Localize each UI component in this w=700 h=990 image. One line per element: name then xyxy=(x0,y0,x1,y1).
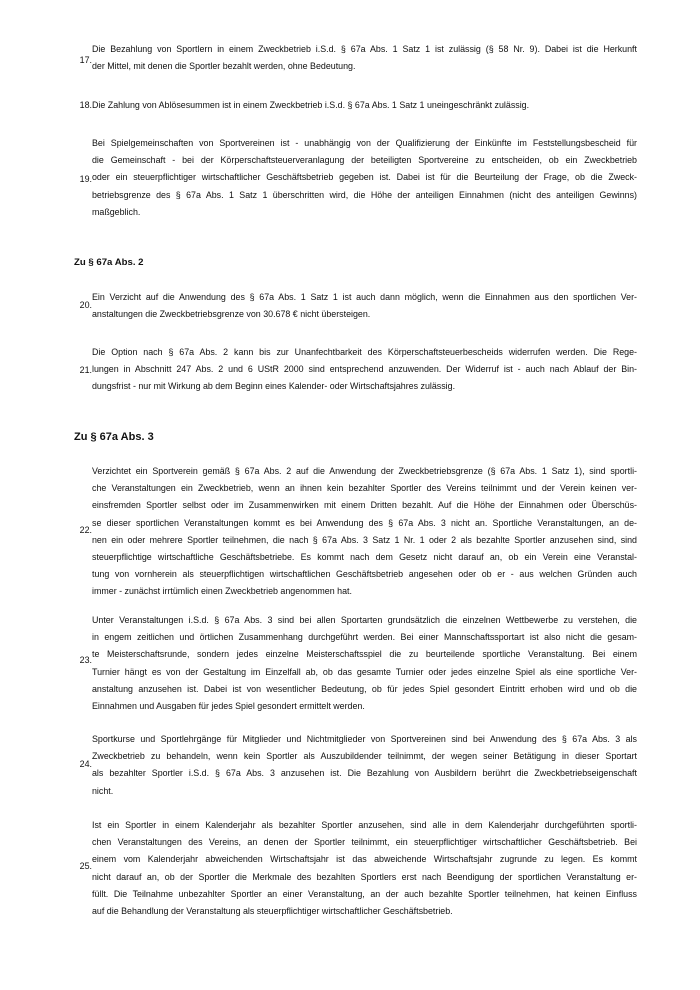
text-line: se dieser sportlichen Veranstaltungen kommt es bei Anwendung des § 67a Abs. 3 nicht an. Sportliche Veranstaltungen, an de- xyxy=(92,517,637,528)
text-line: nicht darauf an, ob der Sportler die Merkmale des bezahlten Sportlers erst nach Beendigung der sportlichen Veranstaltung er- xyxy=(92,871,637,882)
paragraph-text xyxy=(92,463,637,601)
paragraph-number: 22. xyxy=(79,525,92,535)
paragraph-number: 19. xyxy=(79,174,92,184)
text-line: Ein Verzicht auf die Anwendung des § 67a Abs. 1 Satz 1 ist auch dann möglich, wenn die Einnahmen aus den sportlichen Ver- xyxy=(92,292,637,302)
section-heading-abs3: Zu § 67a Abs. 3 xyxy=(74,431,154,443)
text-line: tung von vornherein als steuerpflichtigen wirtschaftlichen Geschäftsbetrieb angesehen oder ob er - aus welchen Gründen auch xyxy=(92,569,637,580)
text-line: einsfremden Sportler selbst oder im Zusammenwirken mit einem Dritten bezahlt. Auf die Höhe der Einnahmen oder Überschüs- xyxy=(92,500,637,511)
paragraph-text xyxy=(92,97,637,114)
text-line: Zweckbetrieb zu behandeln, wenn kein Sportler als Auszubildender teilnimmt, der wegen seiner Betätigung in dieser Sportart xyxy=(92,751,637,762)
text-line: Unter Veranstaltungen i.S.d. § 67a Abs. 3 sind bei allen Sportarten grundsätzlich die einzelnen Wettbewerbe zu verstehen, die xyxy=(92,615,637,625)
paragraph-text xyxy=(92,731,637,800)
text-line: als bezahlter Sportler i.S.d. § 67a Abs. 3 anzusehen ist. Die Bezahlung von Ausbildern berührt die Zweckbetriebseigenschaft xyxy=(92,768,637,779)
paragraph-text xyxy=(92,135,637,221)
text-line: Die Option nach § 67a Abs. 2 kann bis zur Unanfechtbarkeit des Körperschaftsteuerbescheids widerrufen werden. Die Rege- xyxy=(92,347,637,357)
paragraph-number: 24. xyxy=(79,759,92,769)
text-line: der Mittel, mit denen die Sportler bezahlt werden, ohne Bedeutung. xyxy=(92,61,356,72)
text-line: die Gemeinschaft - bei der Körperschaftsteuerveranlagung der beteiligten Sportvereine zu entscheiden, ob ein Zweckbetrieb xyxy=(92,155,637,166)
text-line: einem vom Kalenderjahr abweichenden Wirtschaftsjahr ist das abweichende Wirtschaftsjahr zugrunde zu legen. Es kommt xyxy=(92,854,637,865)
text-line: nicht. xyxy=(92,785,114,796)
text-line: Bei Spielgemeinschaften von Sportvereinen ist - unabhängig von der Qualifizierung der Einkünfte im Feststellungsbescheid für xyxy=(92,138,637,148)
paragraph-number: 18. xyxy=(79,100,92,110)
section-heading-abs2: Zu § 67a Abs. 2 xyxy=(74,257,144,268)
paragraph-text xyxy=(92,817,637,920)
paragraph-number: 21. xyxy=(79,365,92,375)
text-line: füllt. Die Teilnahme unbezahlter Sportler an einer Veranstaltung, an der auch bezahlte Sportler teilnehmen, hat keinen Einfluss xyxy=(92,888,637,899)
paragraph-text xyxy=(92,41,637,75)
paragraph-number: 23. xyxy=(79,655,92,665)
text-line: Die Zahlung von Ablösesummen ist in einem Zweckbetrieb i.S.d. § 67a Abs. 1 Satz 1 uneingeschränkt zulässig. xyxy=(92,100,530,110)
text-line: anstaltung anzusehen ist. Dabei ist von wesentlicher Bedeutung, ob für jedes Spiel gesondert Eintritt erhoben wird und ob die xyxy=(92,683,637,694)
text-line: Sportkurse und Sportlehrgänge für Mitglieder und Nichtmitglieder von Sportvereinen sind bei Anwendung des § 67a Abs. 3 als xyxy=(92,734,637,744)
text-line: betriebsgrenze des § 67a Abs. 1 Satz 1 überschritten wird, die Höhe der anteiligen Einnahmen (nicht des anteiligen Gewinns) xyxy=(92,189,637,200)
text-line: che Veranstaltungen ein Zweckbetrieb, wenn an ihnen kein bezahlter Sportler des Vereins teilnimmt und der Verein keinen ver- xyxy=(92,483,637,494)
text-line: in engem zeitlichen und örtlichen Zusammenhang durchgeführt werden. Bei einer Mannschaftssportart ist also nicht die gesam- xyxy=(92,632,637,643)
text-line: te Meisterschaftsrunde, sondern jedes einzelne Meisterschaftsspiel die zu beurteilende sportliche Veranstaltung. Bei einem xyxy=(92,649,637,660)
text-line: maßgeblich. xyxy=(92,206,141,217)
text-line: steuerpflichtige wirtschaftliche Geschäftsbetriebe. Es kommt nach dem Gesetz nicht darauf an, ob ein Verein eine Veranstal- xyxy=(92,551,637,562)
text-line: Ist ein Sportler in einem Kalenderjahr als bezahlter Sportler anzusehen, sind alle in dem Kalenderjahr durchgeführten sportli- xyxy=(92,820,637,830)
text-line: dungsfrist - nur mit Wirkung ab dem Beginn eines Kalender- oder Wirtschaftsjahres zulässig. xyxy=(92,381,456,392)
text-line: Einnahmen und Ausgaben für jedes Spiel gesondert ermittelt werden. xyxy=(92,700,365,711)
text-line: immer - zunächst irrtümlich einen Zweckbetrieb angenommen hat. xyxy=(92,586,352,597)
text-line: anstaltungen die Zweckbetriebsgrenze von 30.678 € nicht übersteigen. xyxy=(92,309,371,320)
paragraph-number: 17. xyxy=(79,55,92,65)
paragraph-text xyxy=(92,289,637,323)
text-line: Die Bezahlung von Sportlern in einem Zweckbetrieb i.S.d. § 67a Abs. 1 Satz 1 ist zulässig (§ 58 Nr. 9). Dabei ist die Herkunft xyxy=(92,44,637,54)
text-line: auf die Behandlung der Veranstaltung als steuerpflichtiger wirtschaftlicher Geschäftsbetrieb. xyxy=(92,905,453,916)
text-line: Verzichtet ein Sportverein gemäß § 67a Abs. 2 auf die Anwendung der Zweckbetriebsgrenze (§ 67a Abs. 1 Satz 1), sind sportli- xyxy=(92,466,637,476)
text-line: oder ein steuerpflichtiger wirtschaftlicher Geschäftsbetrieb gegeben ist. Dabei ist für die Beurteilung der Frage, ob die Zweck- xyxy=(92,172,637,183)
paragraph-number: 25. xyxy=(79,861,92,871)
paragraph-number: 20. xyxy=(79,300,92,310)
paragraph-text xyxy=(92,612,637,715)
paragraph-text xyxy=(92,344,637,396)
text-line: chen Veranstaltungen des Vereins, an denen der Sportler teilnimmt, ein steuerpflichtiger wirtschaftlicher Geschäftsbetrieb. Bei xyxy=(92,837,637,848)
text-line: nen ein oder mehrere Sportler teilnehmen, die nach § 67a Abs. 3 Satz 1 Nr. 1 oder 2 als bezahlte Sportler anzusehen sind, sind xyxy=(92,534,637,545)
text-line: Turnier hängt es von der Gestaltung im Einzelfall ab, ob das gesamte Turnier oder jedes einzelne Spiel als eine sportliche Ver- xyxy=(92,666,637,677)
text-line: lungen in Abschnitt 247 Abs. 2 und 6 UStR 2000 sind entsprechend anzuwenden. Der Widerruf ist - auch nach Ablauf der Bin- xyxy=(92,364,637,375)
